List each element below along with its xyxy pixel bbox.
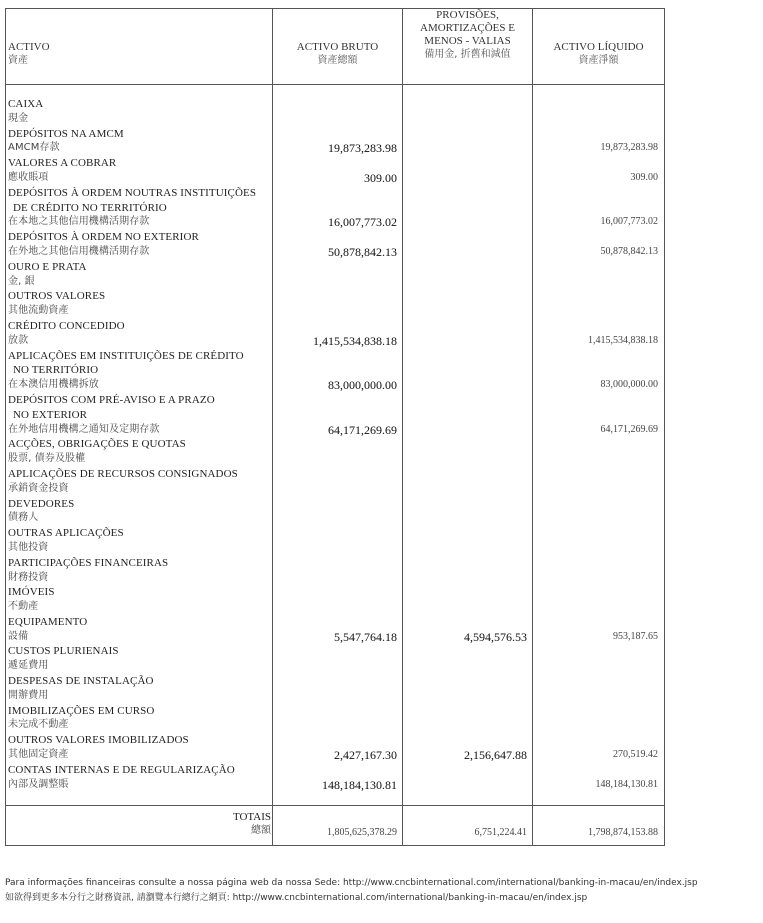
row-label: VALORES A COBRAR bbox=[8, 157, 117, 170]
row-label: 其他流動資產 bbox=[8, 305, 69, 317]
row-label: DESPESAS DE INSTALAÇÃO bbox=[8, 675, 154, 688]
row-label: 在本地之其他信用機構活期存款 bbox=[8, 216, 150, 228]
table-row bbox=[6, 260, 664, 275]
table-row bbox=[6, 718, 664, 733]
row-label: NO EXTERIOR bbox=[13, 408, 88, 421]
row-label: 設備 bbox=[8, 630, 29, 642]
table-row bbox=[6, 497, 664, 512]
table-row bbox=[6, 423, 664, 438]
row-label: AMCM存款 bbox=[8, 142, 60, 154]
table-row bbox=[6, 482, 664, 497]
value-activo-liquido: 19,873,283.98 bbox=[600, 142, 658, 154]
table-row bbox=[6, 541, 664, 556]
value-activo-liquido: 148,184,130.81 bbox=[595, 778, 658, 790]
value-activo-bruto: 309.00 bbox=[364, 170, 397, 185]
row-label: EQUIPAMENTO bbox=[8, 615, 88, 628]
row-label: 承銷資金投資 bbox=[8, 482, 69, 494]
table-row bbox=[6, 452, 664, 467]
row-label: 債務人 bbox=[8, 512, 39, 524]
value-activo-bruto: 2,427,167.30 bbox=[334, 748, 397, 763]
value-activo-liquido: 953,187.65 bbox=[613, 630, 658, 642]
table-row bbox=[6, 778, 664, 793]
value-activo-bruto: 83,000,000.00 bbox=[328, 378, 397, 393]
row-label: OUTRAS APLICAÇÕES bbox=[8, 527, 124, 540]
table-row bbox=[6, 275, 664, 290]
value-activo-bruto: 16,007,773.02 bbox=[328, 215, 397, 230]
table-row bbox=[6, 363, 664, 378]
row-label: CUSTOS PLURIENAIS bbox=[8, 645, 119, 658]
row-label: 財務投資 bbox=[8, 571, 49, 583]
table-row bbox=[6, 112, 664, 127]
asset-rows bbox=[6, 97, 664, 792]
row-label: ACÇÕES, OBRIGAÇÕES E QUOTAS bbox=[8, 438, 186, 451]
row-label: 在外地之其他信用機構活期存款 bbox=[8, 245, 150, 257]
value-activo-liquido: 64,171,269.69 bbox=[600, 423, 658, 435]
table-row bbox=[6, 245, 664, 260]
value-activo-liquido: 309.00 bbox=[630, 171, 658, 183]
row-label: IMÓVEIS bbox=[8, 586, 55, 599]
table-row bbox=[6, 319, 664, 334]
footer-note-zh: 如欲得到更多本分行之財務資訊, 請瀏覽本行總行之網頁: http://www.cncbinternational.com/international/banking-in-macau/en/index.jsp bbox=[5, 893, 588, 903]
totals-label: TOTAIS 總額 bbox=[232, 811, 271, 836]
row-label: DEPÓSITOS COM PRÉ-AVISO E A PRAZO bbox=[8, 393, 215, 406]
table-row bbox=[6, 689, 664, 704]
table-row bbox=[6, 215, 664, 230]
table-row bbox=[6, 186, 664, 201]
footer-note-pt: Para informações financeiras consulte a nossa página web da nossa Sede: http://www.cncbinternational.com/international/banking-in-macau/en/index.jsp bbox=[5, 878, 698, 888]
row-label: 應收賬項 bbox=[8, 171, 49, 183]
row-label: DE CRÉDITO NO TERRITÓRIO bbox=[13, 201, 167, 214]
row-label: CRÉDITO CONCEDIDO bbox=[8, 319, 125, 332]
row-label: 遞延費用 bbox=[8, 660, 49, 672]
row-label: 不動產 bbox=[8, 601, 39, 613]
table-row bbox=[6, 230, 664, 245]
row-label: DEPÓSITOS À ORDEM NOUTRAS INSTITUIÇÕES bbox=[8, 186, 257, 199]
row-label: 股票, 債券及股權 bbox=[8, 453, 86, 465]
table-row bbox=[6, 437, 664, 452]
table-row bbox=[6, 630, 664, 645]
table-row bbox=[6, 644, 664, 659]
row-label: 開辦費用 bbox=[8, 689, 49, 701]
row-label: APLICAÇÕES DE RECURSOS CONSIGNADOS bbox=[8, 467, 238, 480]
row-label: APLICAÇÕES EM INSTITUIÇÕES DE CRÉDITO bbox=[8, 349, 244, 362]
table-row bbox=[6, 600, 664, 615]
value-activo-bruto: 148,184,130.81 bbox=[322, 777, 397, 792]
row-label: NO TERRITÓRIO bbox=[13, 364, 99, 377]
table-row bbox=[6, 659, 664, 674]
table-row bbox=[6, 467, 664, 482]
table-row bbox=[6, 171, 664, 186]
value-activo-bruto: 1,415,534,838.18 bbox=[313, 333, 397, 348]
header-activo-liquido: ACTIVO LÍQUIDO 資產淨額 bbox=[553, 41, 644, 66]
table-row bbox=[6, 585, 664, 600]
table-row bbox=[6, 304, 664, 319]
table-row bbox=[6, 408, 664, 423]
table-row bbox=[6, 526, 664, 541]
value-activo-liquido: 16,007,773.02 bbox=[600, 216, 658, 228]
value-activo-bruto: 50,878,842.13 bbox=[328, 244, 397, 259]
row-label: 在外地信用機構之通知及定期存款 bbox=[8, 423, 160, 435]
table-row bbox=[6, 97, 664, 112]
header-activo: ACTIVO 資產 bbox=[8, 41, 50, 66]
row-label: 其他投資 bbox=[8, 541, 49, 553]
table-row bbox=[6, 141, 664, 156]
total-provisoes: 6,751,224.41 bbox=[474, 827, 527, 838]
table-row bbox=[6, 156, 664, 171]
row-label: OUTROS VALORES IMOBILIZADOS bbox=[8, 734, 189, 747]
row-label: OURO E PRATA bbox=[8, 260, 87, 273]
table-row bbox=[6, 571, 664, 586]
table-row bbox=[6, 289, 664, 304]
table-row bbox=[6, 733, 664, 748]
table-row bbox=[6, 674, 664, 689]
table-row bbox=[6, 556, 664, 571]
row-label: PARTICIPAÇÕES FINANCEIRAS bbox=[8, 556, 169, 569]
value-activo-liquido: 83,000,000.00 bbox=[600, 379, 658, 391]
row-label: DEPÓSITOS NA AMCM bbox=[8, 127, 124, 140]
total-liquido: 1,798,874,153.88 bbox=[588, 827, 658, 838]
value-activo-bruto: 64,171,269.69 bbox=[328, 422, 397, 437]
table-row bbox=[6, 704, 664, 719]
table-row bbox=[6, 763, 664, 778]
value-activo-bruto: 19,873,283.98 bbox=[328, 141, 397, 156]
table-row bbox=[6, 378, 664, 393]
row-label: DEPÓSITOS À ORDEM NO EXTERIOR bbox=[8, 231, 199, 244]
value-activo-liquido: 50,878,842.13 bbox=[600, 245, 658, 257]
total-bruto: 1,805,625,378.29 bbox=[327, 827, 397, 838]
row-label: 未完成不動產 bbox=[8, 719, 69, 731]
row-label: IMOBILIZAÇÕES EM CURSO bbox=[8, 704, 155, 717]
table-row bbox=[6, 201, 664, 216]
value-provisoes: 4,594,576.53 bbox=[464, 629, 527, 644]
table-row bbox=[6, 511, 664, 526]
row-label: 金, 銀 bbox=[8, 275, 35, 287]
row-label: CAIXA bbox=[8, 98, 44, 110]
header-provisoes: PROVISÕES, AMORTIZAÇÕES E MENOS - VALIAS 備用金, 折舊和減值 bbox=[420, 9, 515, 60]
row-label: 內部及調整賬 bbox=[8, 778, 69, 790]
totals-row bbox=[6, 805, 664, 847]
row-label: DEVEDORES bbox=[8, 497, 75, 510]
row-label: CONTAS INTERNAS E DE REGULARIZAÇÃO bbox=[8, 763, 235, 776]
table-row bbox=[6, 334, 664, 349]
table-row bbox=[6, 349, 664, 364]
row-label: 放款 bbox=[8, 334, 29, 346]
row-label: OUTROS VALORES bbox=[8, 290, 106, 303]
value-activo-bruto: 5,547,764.18 bbox=[334, 629, 397, 644]
value-activo-liquido: 270,519.42 bbox=[613, 749, 658, 761]
row-label: 在本澳信用機構拆放 bbox=[8, 379, 99, 391]
header-activo-bruto: ACTIVO BRUTO 資產總額 bbox=[296, 41, 379, 66]
row-label: 現金 bbox=[8, 112, 29, 124]
table-row bbox=[6, 127, 664, 142]
table-row bbox=[6, 748, 664, 763]
value-provisoes: 2,156,647.88 bbox=[464, 748, 527, 763]
header-divider bbox=[6, 84, 664, 85]
table-row bbox=[6, 615, 664, 630]
balance-sheet-table bbox=[5, 8, 665, 846]
row-label: 其他固定資產 bbox=[8, 749, 69, 761]
table-row bbox=[6, 393, 664, 408]
value-activo-liquido: 1,415,534,838.18 bbox=[588, 334, 658, 346]
